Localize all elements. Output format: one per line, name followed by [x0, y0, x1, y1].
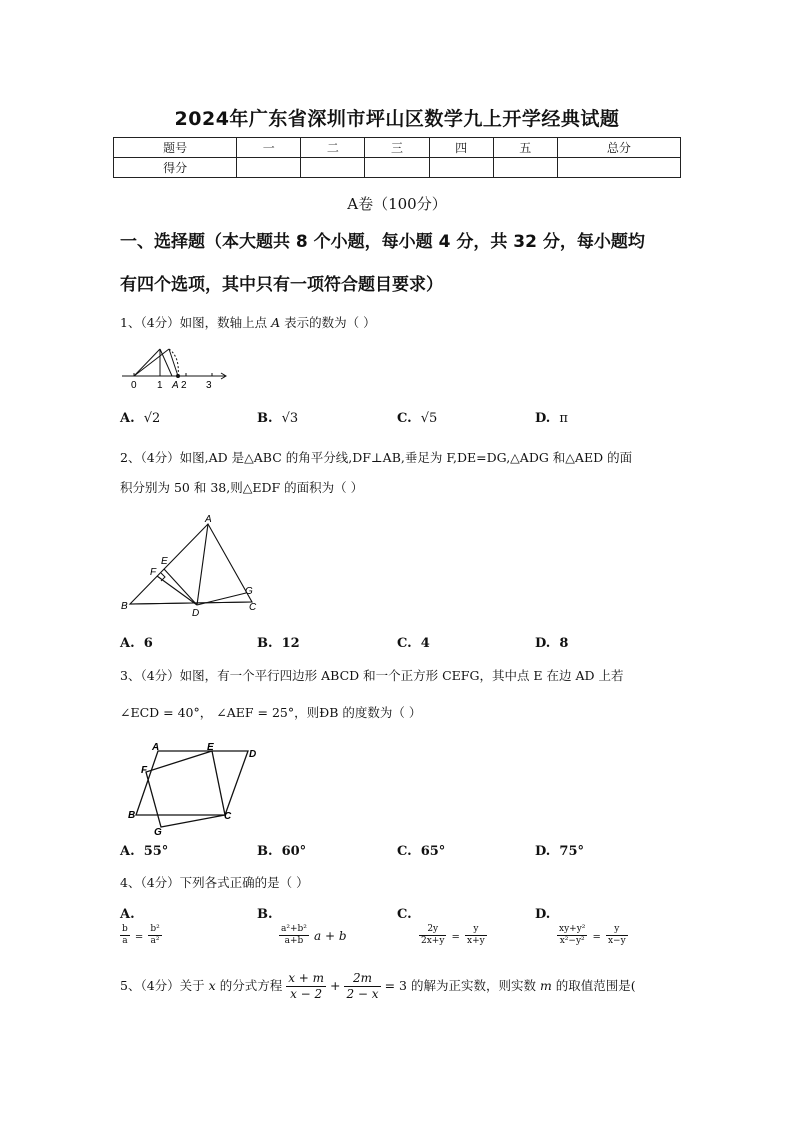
score-input-cell	[493, 158, 557, 178]
label-f: F	[150, 567, 157, 578]
label-f: F	[141, 765, 148, 776]
q3-option-c[interactable]: C. 65°	[397, 844, 446, 859]
q3-option-a[interactable]: A. 55°	[120, 844, 169, 859]
score-input-cell	[365, 158, 429, 178]
score-input-cell	[301, 158, 365, 178]
q4-option-a[interactable]: A. $\frac{b}{a}$ = $\frac{\text{b²}}{\text{a²}}$	[120, 907, 160, 946]
score-table	[113, 137, 681, 178]
part1-heading-line1: 一、选择题（本大题共 8 个小题，每小题 4 分，共 32 分，每小题均	[120, 232, 645, 252]
label-c: C	[249, 602, 257, 613]
score-input-cell	[429, 158, 493, 178]
q4-option-c[interactable]: C. $\frac{2y}{2x+y}$ = $\frac{y}{x+y}$	[397, 907, 485, 946]
label-g: G	[154, 827, 162, 838]
q1-option-d[interactable]: D. π	[535, 411, 568, 426]
axis-label-2: 2	[181, 380, 187, 391]
score-table-cell: 三	[365, 138, 429, 158]
q4-option-b[interactable]: B. $\frac{\text{a²+b²}}{a+b}$ a + b	[257, 907, 347, 946]
question-1-number-line-figure	[120, 343, 232, 391]
score-table-cell: 得分	[114, 158, 237, 178]
question-4-text: 4、（4分）下列各式正确的是（ ）	[120, 875, 309, 890]
score-table-cell: 一	[237, 138, 301, 158]
label-a: A	[152, 742, 160, 753]
score-table-header-row	[114, 138, 681, 158]
q1-option-b[interactable]: B. √3	[257, 411, 299, 426]
question-1-text: 1、（4分）如图，数轴上点 A 表示的数为（ ）	[120, 315, 376, 330]
score-table-cell: 题号	[114, 138, 237, 158]
axis-label-3: 3	[206, 380, 212, 391]
q4-option-d[interactable]: D. $\frac{\text{xy+y²}}{\text{x²−y²}}$ = $\frac{y}{x-y}$	[535, 907, 626, 946]
label-e: E	[207, 742, 214, 753]
score-table-cell: 二	[301, 138, 365, 158]
label-a: A	[205, 514, 212, 525]
label-b: B	[128, 810, 136, 821]
label-c: C	[224, 811, 232, 822]
label-d: D	[249, 749, 257, 760]
question-3-line1: 3、（4分）如图，有一个平行四边形 ABCD 和一个正方形 CEFG，其中点 E 在边 AD 上若	[120, 668, 624, 683]
q2-option-d[interactable]: D. 8	[535, 636, 569, 651]
q3-option-d[interactable]: D. 75°	[535, 844, 584, 859]
q2-option-b[interactable]: B. 12	[257, 636, 300, 651]
question-2-line2: 积分别为 50 和 38,则△EDF 的面积为（ ）	[120, 480, 364, 495]
score-table-cell: 四	[429, 138, 493, 158]
score-table-cell: 总分	[557, 138, 680, 158]
label-e: E	[161, 556, 168, 567]
exam-title: 2024年广东省深圳市坪山区数学九上开学经典试题	[174, 108, 620, 130]
axis-label-0: 0	[131, 380, 137, 391]
axis-label-a: A	[172, 380, 179, 391]
score-input-cell	[557, 158, 680, 178]
axis-label-1: 1	[157, 380, 163, 391]
q1-option-a[interactable]: A. √2	[120, 411, 161, 426]
q3-option-b[interactable]: B. 60°	[257, 844, 307, 859]
section-a-heading: A卷（100分）	[347, 195, 447, 213]
q1-option-c[interactable]: C. √5	[397, 411, 438, 426]
label-d: D	[192, 608, 200, 619]
question-2-triangle-figure	[118, 512, 263, 620]
score-table-cell: 五	[493, 138, 557, 158]
label-b: B	[121, 601, 128, 612]
label-g: G	[245, 586, 253, 597]
question-5-text: 5、（4分）关于 x 的分式方程 $\frac{x + m}{x - 2}$ + $\frac{2m}{2 - x}$ = 3 的解为正实数，则实数 m 的取值范围是(	[120, 971, 636, 1001]
part1-heading-line2: 有四个选项，其中只有一项符合题目要求）	[120, 275, 443, 295]
q2-option-c[interactable]: C. 4	[397, 636, 430, 651]
question-2-line1: 2、（4分）如图,AD 是△ABC 的角平分线,DF⊥AB,垂足为 F,DE=DG,△ADG 和△AED 的面	[120, 450, 633, 465]
score-input-cell	[237, 158, 301, 178]
q2-option-a[interactable]: A. 6	[120, 636, 153, 651]
question-3-parallelogram-figure	[120, 740, 265, 838]
score-table-score-row	[114, 158, 681, 178]
question-3-line2: ∠ECD = 40°， ∠AEF = 25°，则ÐB 的度数为（ ）	[120, 705, 422, 720]
